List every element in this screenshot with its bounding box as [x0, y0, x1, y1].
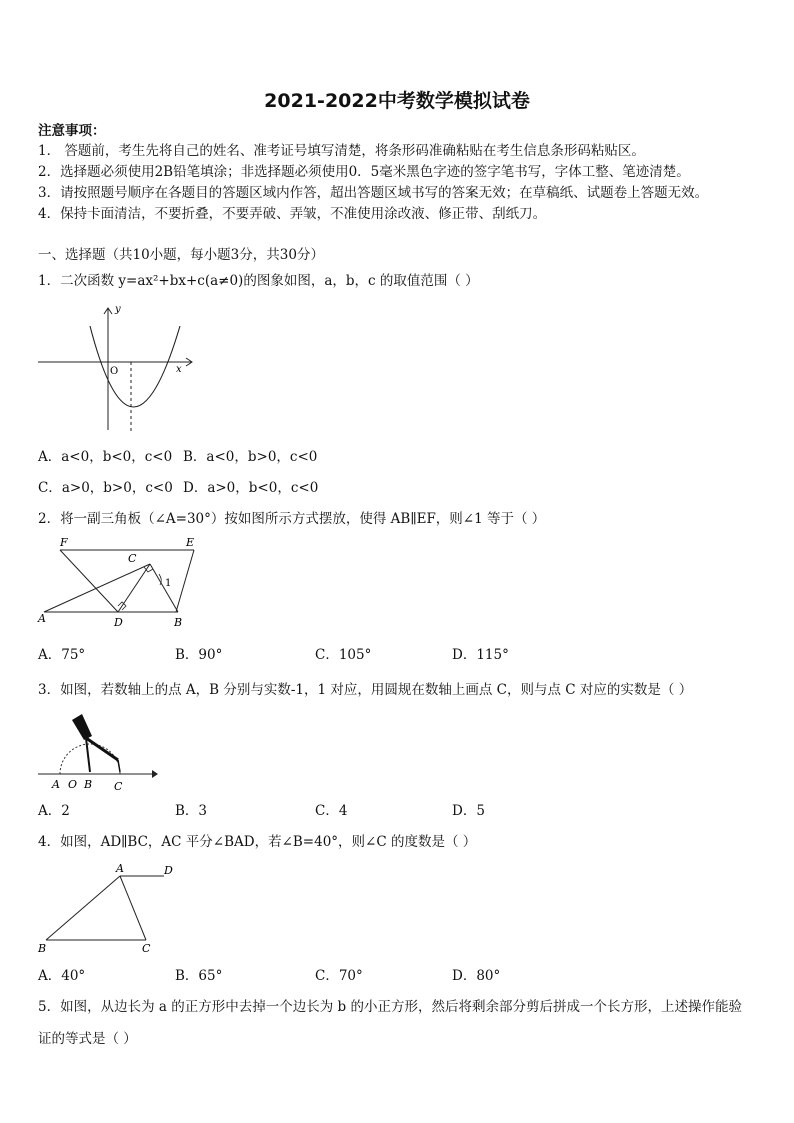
q3-stem: 3．如图，若数轴上的点 A，B 分别与实数-1，1 对应，用圆规在数轴上画点 C，则与点 C 对应的实数是（ ）	[38, 682, 693, 698]
q4-label-a: A	[116, 862, 124, 875]
q3-option-c[interactable]: C．4	[315, 803, 348, 819]
notice-heading: 注意事项：	[38, 123, 106, 139]
notice-item-2: 2．选择题必须使用2B铅笔填涂；非选择题必须使用0．5毫米黑色字迹的签字笔书写，字体工整、笔迹清楚。	[38, 164, 690, 180]
q2-label-b: B	[174, 616, 183, 629]
notice-item-3: 3．请按照题号顺序在各题目的答题区域内作答，超出答题区域书写的答案无效；在草稿纸、试题卷上答题无效。	[38, 185, 709, 201]
q2-stem: 2．将一副三角板（∠A=30°）按如图所示方式摆放，使得 AB∥EF，则∠1 等于（ ）	[38, 511, 546, 527]
q2-label-d: D	[114, 616, 123, 629]
q3-compass-figure	[34, 706, 164, 798]
q1-option-a[interactable]: A．a<0，b<0，c<0	[38, 449, 173, 465]
q2-option-d[interactable]: D．115°	[452, 647, 509, 663]
q3-option-b[interactable]: B．3	[175, 803, 208, 819]
notice-item-4: 4．保持卡面清洁，不要折叠，不要弄破、弄皱，不准使用涂改液、修正带、刮纸刀。	[38, 206, 547, 222]
q1-option-b[interactable]: B．a<0，b>0，c<0	[183, 449, 318, 465]
q1-option-d[interactable]: D．a>0，b<0，c<0	[183, 480, 319, 496]
q2-label-a: A	[38, 612, 46, 625]
q5-stem-line2: 证的等式是（ ）	[38, 1031, 137, 1047]
q2-angle-1-label: 1	[165, 578, 172, 589]
q2-triangles-figure	[34, 534, 204, 634]
section-heading: 一、选择题（共10小题，每小题3分，共30分）	[38, 247, 324, 263]
q3-label-c: C	[114, 780, 123, 793]
q4-label-c: C	[142, 942, 151, 955]
q1-y-label: y	[115, 304, 121, 315]
q2-label-e: E	[186, 536, 195, 549]
q4-label-b: B	[38, 942, 47, 955]
q2-option-c[interactable]: C．105°	[315, 647, 372, 663]
q3-label-b: B	[84, 778, 93, 791]
q3-label-a: A	[52, 778, 60, 791]
q5-stem-line1: 5．如图，从边长为 a 的正方形中去掉一个边长为 b 的小正方形，然后将剩余部分剪后拼成一个长方形，上述操作能验	[38, 999, 742, 1015]
q4-option-a[interactable]: A．40°	[38, 968, 86, 984]
notice-item-1: 1． 答题前，考生先将自己的姓名、准考证号填写清楚，将条形码准确粘贴在考生信息条形码粘贴区。	[38, 143, 645, 159]
q2-option-b[interactable]: B．90°	[175, 647, 223, 663]
q4-stem: 4．如图，AD∥BC，AC 平分∠BAD，若∠B=40°，则∠C 的度数是（ ）	[38, 834, 477, 850]
q3-label-o: O	[68, 778, 78, 791]
q4-label-d: D	[164, 864, 173, 877]
page-title: 2021-2022中考数学模拟试卷	[264, 90, 530, 112]
q1-x-label: x	[176, 364, 182, 375]
q4-option-d[interactable]: D．80°	[452, 968, 501, 984]
q4-triangle-figure	[34, 858, 184, 962]
q4-option-b[interactable]: B．65°	[175, 968, 223, 984]
q3-option-d[interactable]: D．5	[452, 803, 485, 819]
q2-label-f: F	[60, 536, 68, 549]
q1-option-c[interactable]: C．a>0，b>0，c<0	[38, 480, 173, 496]
q4-option-c[interactable]: C．70°	[315, 968, 363, 984]
q1-stem: 1．二次函数 y=ax²+bx+c(a≠0)的图象如图，a，b，c 的取值范围（ ）	[38, 273, 479, 289]
q1-origin-label: O	[110, 366, 119, 377]
q2-label-c: C	[128, 552, 137, 565]
q2-option-a[interactable]: A．75°	[38, 647, 86, 663]
q3-option-a[interactable]: A．2	[38, 803, 70, 819]
q1-parabola-figure	[34, 298, 204, 442]
